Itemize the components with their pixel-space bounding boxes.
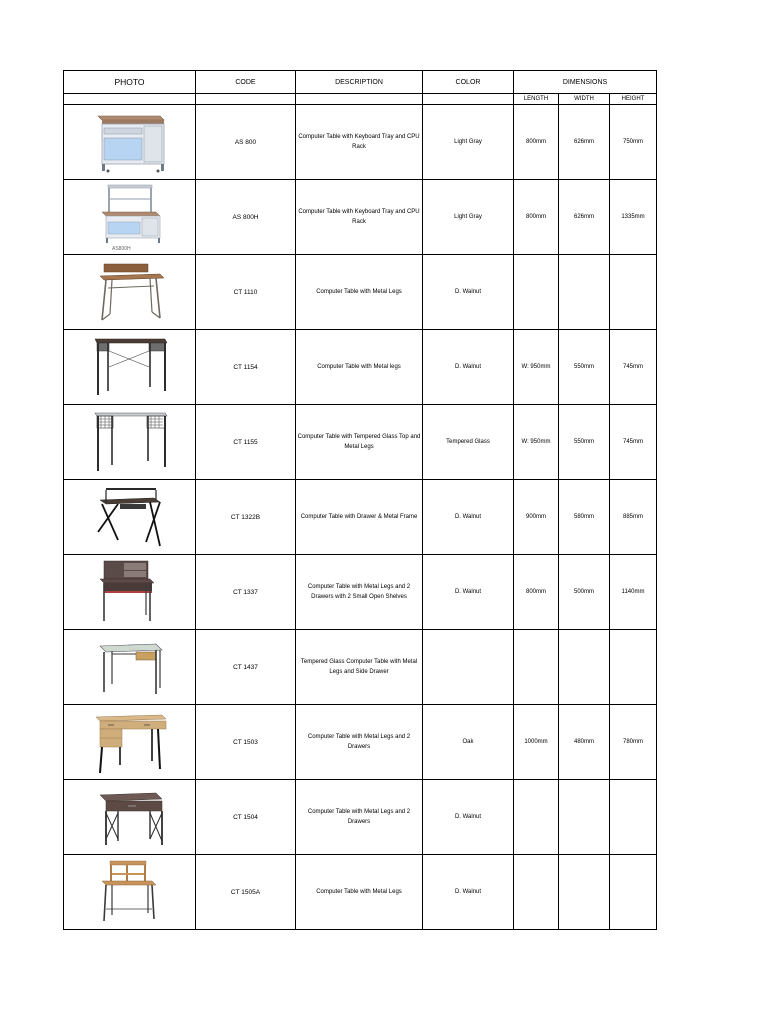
product-color: D. Walnut <box>423 480 514 555</box>
product-photo <box>64 630 196 705</box>
product-height <box>610 255 657 330</box>
product-width <box>559 780 610 855</box>
table-row <box>64 780 657 855</box>
product-description: Computer Table with Metal legs <box>296 330 423 405</box>
table-row <box>64 630 657 705</box>
glass-desk-side-drawer-image <box>90 632 170 702</box>
product-height: 745mm <box>610 405 657 480</box>
product-photo <box>64 405 196 480</box>
glass-top-desk-image <box>89 407 171 477</box>
photo-caption: AS800H <box>111 246 131 252</box>
product-width <box>559 855 610 930</box>
product-photo <box>64 855 196 930</box>
product-length <box>514 630 559 705</box>
product-height: 1335mm <box>610 180 657 255</box>
product-height <box>610 780 657 855</box>
product-color: D. Walnut <box>423 330 514 405</box>
height-header: HEIGHT <box>610 94 657 105</box>
desk-with-hutch-image <box>90 857 170 927</box>
product-length: 800mm <box>514 105 559 180</box>
table-row <box>64 555 657 630</box>
product-width: 550mm <box>559 330 610 405</box>
product-code: CT 1337 <box>196 555 296 630</box>
product-description: Computer Table with Metal Legs and 2 Drawers <box>296 705 423 780</box>
product-width: 500mm <box>559 555 610 630</box>
subheader-empty <box>196 94 296 105</box>
product-width <box>559 630 610 705</box>
product-code: AS 800H <box>196 180 296 255</box>
product-code: CT 1110 <box>196 255 296 330</box>
product-code: CT 1503 <box>196 705 296 780</box>
product-description: Computer Table with Keyboard Tray and CPU Rack <box>296 180 423 255</box>
product-color: Oak <box>423 705 514 780</box>
x-frame-desk-image <box>90 482 170 552</box>
product-color: D. Walnut <box>423 855 514 930</box>
length-header: LENGTH <box>514 94 559 105</box>
product-photo <box>64 555 196 630</box>
product-color: D. Walnut <box>423 255 514 330</box>
product-width: 550mm <box>559 405 610 480</box>
product-length: W: 950mm <box>514 330 559 405</box>
product-height: 750mm <box>610 105 657 180</box>
product-description: Computer Table with Drawer & Metal Frame <box>296 480 423 555</box>
product-code: CT 1504 <box>196 780 296 855</box>
product-photo <box>64 330 196 405</box>
product-code: CT 1437 <box>196 630 296 705</box>
table-row <box>64 855 657 930</box>
product-color <box>423 630 514 705</box>
product-color: D. Walnut <box>423 780 514 855</box>
description-header: DESCRIPTION <box>296 71 423 94</box>
product-photo <box>64 480 196 555</box>
table-row <box>64 105 657 180</box>
product-color: Light Gray <box>423 105 514 180</box>
metal-leg-desk-image <box>90 258 170 326</box>
product-photo <box>64 705 196 780</box>
product-description: Tempered Glass Computer Table with Metal Legs and Side Drawer <box>296 630 423 705</box>
product-photo <box>64 180 196 255</box>
product-code: AS 800 <box>196 105 296 180</box>
product-length <box>514 780 559 855</box>
subheader-empty <box>296 94 423 105</box>
product-length: 900mm <box>514 480 559 555</box>
table-row <box>64 180 657 255</box>
product-length <box>514 255 559 330</box>
product-description: Computer Table with Metal Legs <box>296 255 423 330</box>
product-length: W: 950mm <box>514 405 559 480</box>
product-width: 626mm <box>559 105 610 180</box>
product-width: 480mm <box>559 705 610 780</box>
product-height: 885mm <box>610 480 657 555</box>
computer-table-cabinet-image <box>90 108 170 176</box>
product-length: 1000mm <box>514 705 559 780</box>
computer-table-hutch-image <box>90 182 170 252</box>
product-height: 745mm <box>610 330 657 405</box>
table-row <box>64 705 657 780</box>
product-description: Computer Table with Metal Legs and 2 Drawers <box>296 780 423 855</box>
product-color: Light Gray <box>423 180 514 255</box>
product-description: Computer Table with Metal Legs <box>296 855 423 930</box>
product-photo <box>64 105 196 180</box>
product-color: D. Walnut <box>423 555 514 630</box>
product-width: 580mm <box>559 480 610 555</box>
product-description: Computer Table with Tempered Glass Top and Metal Legs <box>296 405 423 480</box>
dimensions-header: DIMENSIONS <box>514 71 657 94</box>
color-header: COLOR <box>423 71 514 94</box>
product-height: 780mm <box>610 705 657 780</box>
product-description: Computer Table with Metal Legs and 2 Drawers with 2 Small Open Shelves <box>296 555 423 630</box>
product-catalog-table <box>63 70 657 930</box>
table-row <box>64 405 657 480</box>
product-length: 800mm <box>514 180 559 255</box>
photo-header: PHOTO <box>64 71 196 94</box>
product-length: 800mm <box>514 555 559 630</box>
product-width: 626mm <box>559 180 610 255</box>
product-code: CT 1505A <box>196 855 296 930</box>
product-description: Computer Table with Keyboard Tray and CPU Rack <box>296 105 423 180</box>
product-color: Tempered Glass <box>423 405 514 480</box>
width-header: WIDTH <box>559 94 610 105</box>
table-row <box>64 480 657 555</box>
subheader-empty <box>423 94 514 105</box>
code-header: CODE <box>196 71 296 94</box>
product-width <box>559 255 610 330</box>
desk-with-shelves-image <box>90 557 170 627</box>
table-row <box>64 330 657 405</box>
product-height <box>610 855 657 930</box>
table-row <box>64 255 657 330</box>
walnut-desk-x-legs-image <box>90 783 170 851</box>
subheader-empty <box>64 94 196 105</box>
metal-leg-desk-image <box>89 333 171 401</box>
oak-desk-drawers-image <box>88 707 172 777</box>
product-photo <box>64 780 196 855</box>
product-code: CT 1154 <box>196 330 296 405</box>
product-code: CT 1155 <box>196 405 296 480</box>
product-length <box>514 855 559 930</box>
subheader-row <box>64 94 657 105</box>
product-code: CT 1322B <box>196 480 296 555</box>
product-height: 1140mm <box>610 555 657 630</box>
product-photo <box>64 255 196 330</box>
product-height <box>610 630 657 705</box>
header-row <box>64 71 657 94</box>
